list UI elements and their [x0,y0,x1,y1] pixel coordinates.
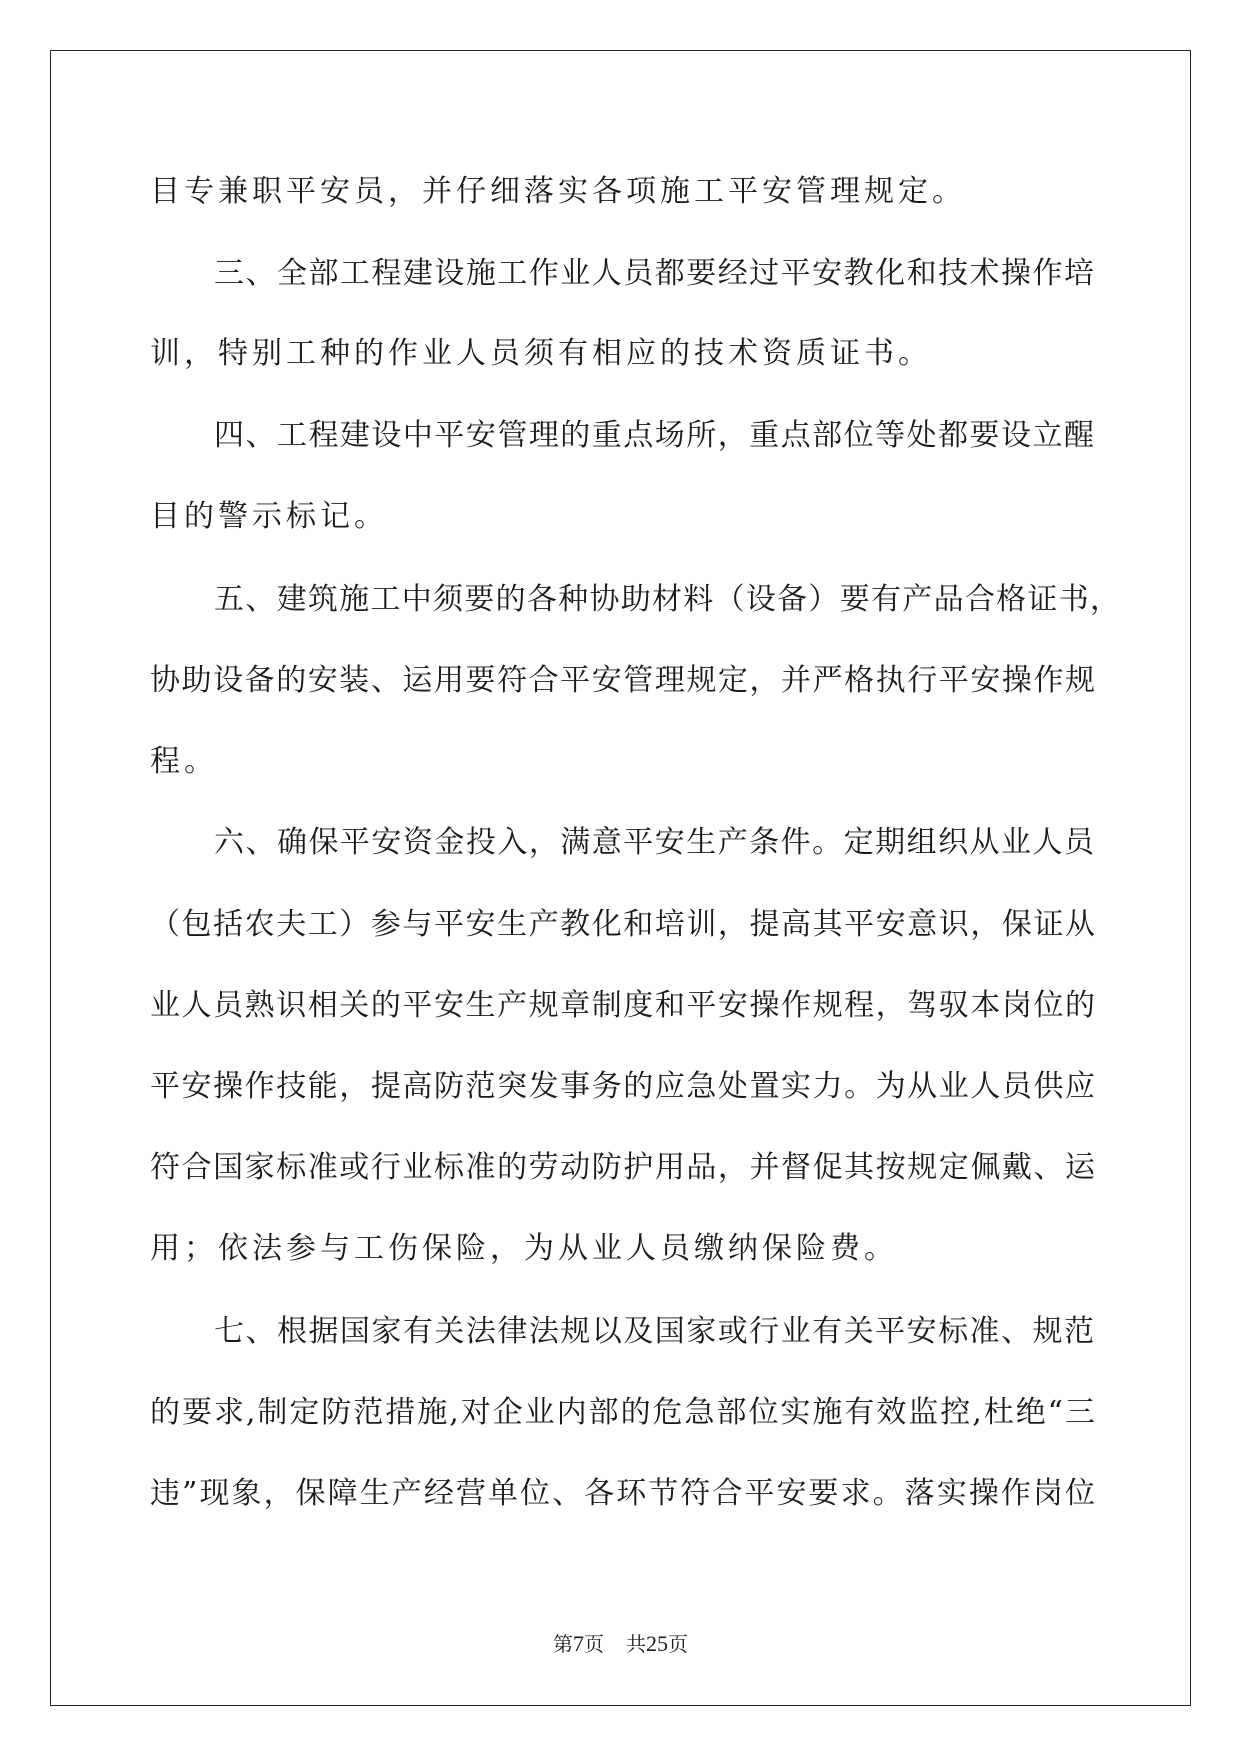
footer-total-prefix: 共 [626,1632,646,1656]
body-line: 违”现象，保障生产经营单位、各环节符合平安要求。落实操作岗位 [150,1476,1095,1511]
page-border [50,50,1191,1706]
body-line: 目的警示标记。 [150,499,388,534]
body-line: 的要求,制定防范措施,对企业内部的危急部位实施有效监控,杜绝“三 [150,1395,1095,1430]
page-number: 7 [573,1631,584,1656]
footer-prefix: 第 [553,1632,573,1656]
body-line: 用；依法参与工伤保险，为从业人员缴纳保险费。 [150,1231,898,1266]
body-line: 平安操作技能，提高防范突发事务的应急处置实力。为从业人员供应 [150,1069,1095,1104]
body-line: 业人员熟识相关的平安生产规章制度和平安操作规程，驾驭本岗位的 [150,988,1095,1023]
footer-total-suffix: 页 [668,1632,688,1656]
body-line: （包括农夫工）参与平安生产教化和培训，提高其平安意识，保证从 [150,907,1095,942]
body-line: 程。 [150,744,218,779]
body-line: 七、根据国家有关法律法规以及国家或行业有关平安标准、规范 [214,1314,1094,1349]
body-line: 训，特别工种的作业人员须有相应的技术资质证书。 [150,336,932,371]
total-pages: 25 [646,1631,668,1656]
footer-page-suffix: 页 [584,1632,604,1656]
body-line: 符合国家标准或行业标准的劳动防护用品，并督促其按规定佩戴、运 [150,1150,1095,1185]
page-footer [0,1632,1241,1656]
body-line: 四、工程建设中平安管理的重点场所，重点部位等处都要设立醒 [214,418,1094,453]
body-line: 三、全部工程建设施工作业人员都要经过平安教化和技术操作培 [214,256,1094,291]
body-line: 目专兼职平安员，并仔细落实各项施工平安管理规定。 [150,174,966,209]
body-line: 五、建筑施工中须要的各种协助材料（设备）要有产品合格证书， [214,582,1120,617]
body-line: 六、确保平安资金投入，满意平安生产条件。定期组织从业人员 [214,825,1094,860]
body-line: 协助设备的安装、运用要符合平安管理规定，并严格执行平安操作规 [150,663,1095,698]
